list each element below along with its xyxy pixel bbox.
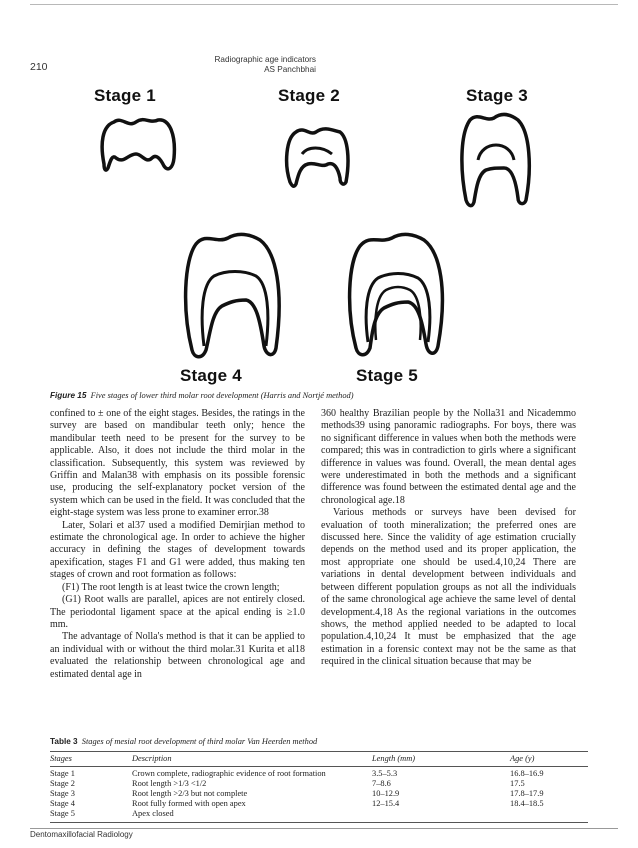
table-caption — [50, 737, 588, 746]
table-header-cell: Stages — [50, 754, 72, 763]
figure-caption-text: Five stages of lower third molar root development (Harris and Nortjé method) — [90, 391, 354, 400]
body-column-right — [321, 408, 576, 669]
table-row — [50, 799, 588, 809]
table-cell: 3.5–5.3 — [372, 769, 398, 778]
tooth-stage-4-drawing — [180, 230, 290, 360]
table-label: Table 3 — [50, 737, 78, 746]
table-cell: 10–12.9 — [372, 789, 400, 798]
table-cell: 12–15.4 — [372, 799, 400, 808]
table-row — [50, 769, 588, 779]
table-header-cell: Description — [132, 754, 172, 763]
table-cell: 17.8–17.9 — [510, 789, 544, 798]
table-row — [50, 809, 588, 819]
table-row — [50, 779, 588, 789]
table-cell: Crown complete, radiographic evidence of root formation — [132, 769, 326, 778]
paragraph: (F1) The root length is at least twice the crown length; — [62, 581, 280, 593]
paragraph: Later, Solari et al37 used a modified Demirjian method to estimate the chronological age. In order to achieve the higher accuracy in defining the stages of development towards apexification, stages F1 and G1 were added, thus making ten stages of crown and root formation as follows: — [50, 519, 305, 581]
header-rule — [30, 4, 618, 5]
stage-label-5: Stage 5 — [356, 366, 418, 385]
page-number: 210 — [30, 61, 48, 73]
stage-label-4: Stage 4 — [180, 366, 242, 385]
table-cell: Stage 5 — [50, 809, 75, 818]
table-cell: 17.5 — [510, 779, 525, 788]
table-cell: 18.4–18.5 — [510, 799, 544, 808]
paragraph: The advantage of Nolla's method is that it can be applied to an individual with or without the third molar.31 Kurita et al18 evaluated the relationship between chronological age and estimated dental age in — [50, 631, 305, 680]
table-row — [50, 789, 588, 799]
table-body — [50, 767, 588, 819]
table-cell: Root length >2/3 but not complete — [132, 789, 248, 798]
table-header-row — [50, 752, 588, 766]
stage-label-3: Stage 3 — [466, 86, 528, 105]
running-author: AS Panchbhai — [264, 65, 316, 74]
table-bottom-rule — [50, 822, 588, 823]
journal-footer: Dentomaxillofacial Radiology — [30, 830, 133, 839]
footer-rule — [30, 828, 618, 829]
table-cell: 16.8–16.9 — [510, 769, 544, 778]
table-cell: Stage 2 — [50, 779, 75, 788]
table-cell: 7–8.6 — [372, 779, 391, 788]
tooth-stage-3-drawing — [456, 110, 536, 210]
paragraph: (G1) Root walls are parallel, apices are not entirely closed. The periodontal ligament space at the apical ending is ≥1.0 mm. — [50, 594, 305, 630]
table-header-cell: Age (y) — [510, 754, 535, 763]
table-cell: Root fully formed with open apex — [132, 799, 246, 808]
figure-caption — [50, 391, 354, 400]
tooth-stage-1-drawing — [98, 114, 178, 176]
table-cell: Stage 3 — [50, 789, 75, 798]
table-caption-text: Stages of mesial root development of third molar Van Heerden method — [81, 737, 318, 746]
paragraph: 360 healthy Brazilian people by the Nolla31 and Nicademmo methods39 using panoramic radiographs. For boys, there was no significant difference in values when both the methods were compared; this was in contradiction to girls where a significant difference in values was found. Overall, the mean dental ages were underestimated in both the methods and a significant difference was found between the estimated dental age and the chronological age.18 — [321, 408, 576, 506]
body-column-left — [50, 408, 305, 681]
stage-label-2: Stage 2 — [278, 86, 340, 105]
table-3 — [50, 737, 588, 823]
figure-tooth-stages — [80, 80, 580, 390]
tooth-stage-5-drawing — [342, 230, 452, 360]
stage-label-1: Stage 1 — [94, 86, 156, 105]
table-header-cell: Length (mm) — [372, 754, 416, 763]
paragraph: confined to ± one of the eight stages. Besides, the ratings in the survey are based on mandibular teeth only; hence the mandibular teeth need to be present for the survey to be applicable. Also, it does not include the third molar in the classification. Subsequently, this system was reviewed by Griffin and Malan38 with emphasis on its possible forensic use, producing the self-explanatory pocket version of the system which can be used in the field. It was concluded that the eight-stage system was less prone to examiner error.38 — [50, 408, 305, 519]
table-cell: Root length >1/3 <1/2 — [132, 779, 207, 788]
running-head — [116, 55, 316, 75]
tooth-stage-2-drawing — [282, 124, 352, 188]
running-title: Radiographic age indicators — [214, 55, 316, 64]
table-cell: Stage 1 — [50, 769, 75, 778]
figure-caption-label: Figure 15 — [50, 391, 87, 400]
table-cell: Stage 4 — [50, 799, 75, 808]
paragraph: Various methods or surveys have been devised for evaluation of tooth mineralization; the preferred ones are discussed here. Since the validity of age estimation crucially depends on the method used and its proper application, the most appropriate one should be used.4,10,24 There are variations in dental development between individuals and between different population groups as not all the individuals of the same chronological age achieve the same level of dental development.4,18 As the regional variations in the outcomes shows, the method applied needed to be adapted to local population.4,10,24 It must be emphasized that the age estimation in a forensic context may not be the same as that required in the clinical situation because that may be — [321, 507, 576, 668]
table-cell: Apex closed — [132, 809, 174, 818]
